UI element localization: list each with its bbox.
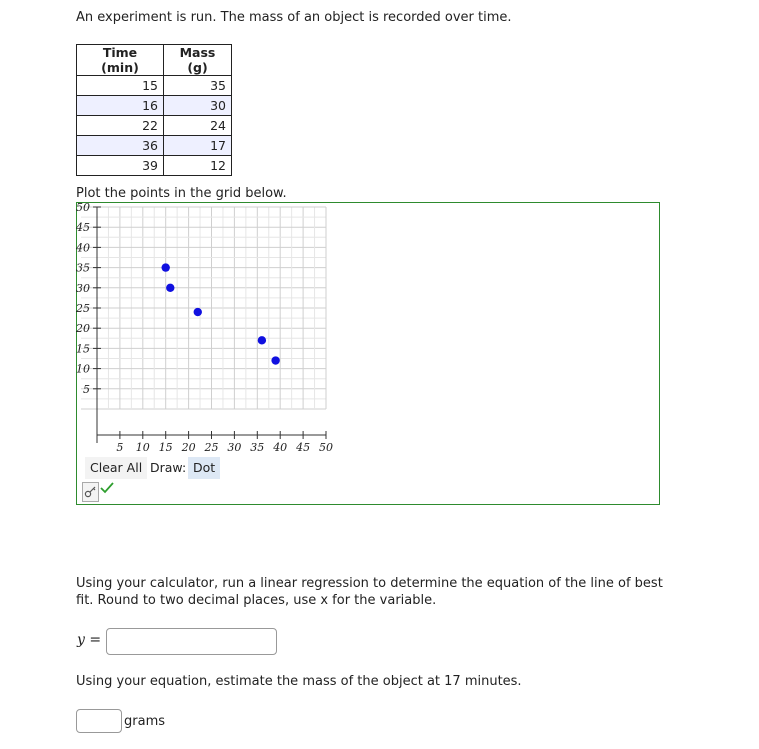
x-tick-label: 35 [250, 441, 265, 454]
scatter-plot-grid[interactable] [76, 201, 333, 454]
regression-equation-input[interactable] [106, 628, 277, 655]
clear-all-button[interactable]: Clear All [85, 457, 147, 479]
x-tick-label: 30 [227, 441, 242, 454]
data-point[interactable] [194, 308, 202, 316]
table-row [77, 96, 232, 116]
time-cell: 15 [77, 76, 164, 96]
mass-cell: 12 [164, 156, 232, 176]
table-row [77, 136, 232, 156]
y-tick-label: 5 [83, 382, 90, 396]
mass-cell: 24 [164, 116, 232, 136]
data-table [76, 44, 232, 176]
table-row [77, 156, 232, 176]
draw-label: Draw: [150, 460, 187, 475]
time-cell: 22 [77, 116, 164, 136]
x-tick-label: 25 [204, 441, 219, 454]
x-tick-label: 15 [158, 441, 173, 454]
y-tick-label: 50 [76, 201, 90, 214]
y-tick-label: 30 [76, 281, 90, 295]
y-tick-label: 15 [76, 342, 90, 356]
data-point[interactable] [258, 336, 266, 344]
x-tick-label: 40 [273, 441, 288, 454]
time-cell: 39 [77, 156, 164, 176]
mass-cell: 30 [164, 96, 232, 116]
data-point[interactable] [162, 263, 170, 271]
table-row [77, 116, 232, 136]
data-point[interactable] [166, 284, 174, 292]
time-cell: 16 [77, 96, 164, 116]
question-estimate: Using your equation, estimate the mass of the object at 17 minutes. [76, 674, 522, 689]
x-tick-label: 5 [116, 441, 124, 454]
mass-estimate-input[interactable] [76, 709, 122, 733]
y-tick-label: 25 [76, 302, 90, 315]
data-point[interactable] [271, 356, 279, 364]
x-tick-label: 20 [181, 441, 196, 454]
intro-text: An experiment is run. The mass of an object is recorded over time. [76, 10, 512, 25]
y-tick-label: 35 [76, 261, 90, 275]
mass-cell: 17 [164, 136, 232, 156]
header-mass: Mass (g) [164, 45, 232, 76]
x-tick-label: 50 [319, 441, 333, 454]
x-tick-label: 45 [296, 441, 311, 454]
table-header-row [77, 45, 232, 76]
time-cell: 36 [77, 136, 164, 156]
y-tick-label: 40 [76, 241, 90, 255]
checkmark-icon [100, 482, 114, 494]
dot-tool-button[interactable]: Dot [188, 457, 220, 479]
y-equals-label: y = [77, 632, 102, 648]
plot-prompt: Plot the points in the grid below. [76, 186, 287, 201]
mass-cell: 35 [164, 76, 232, 96]
y-tick-label: 20 [76, 322, 90, 336]
y-tick-label: 10 [76, 362, 90, 376]
key-button[interactable] [82, 482, 99, 502]
key-icon [83, 483, 98, 501]
y-tick-label: 45 [76, 221, 90, 235]
header-time: Time (min) [77, 45, 164, 76]
unit-label: grams [124, 714, 165, 729]
table-row [77, 76, 232, 96]
x-tick-label: 10 [135, 441, 150, 454]
question-regression: Using your calculator, run a linear regression to determine the equation of the line of best fit. Round to two decimal places, use x for the variable. [76, 576, 663, 608]
